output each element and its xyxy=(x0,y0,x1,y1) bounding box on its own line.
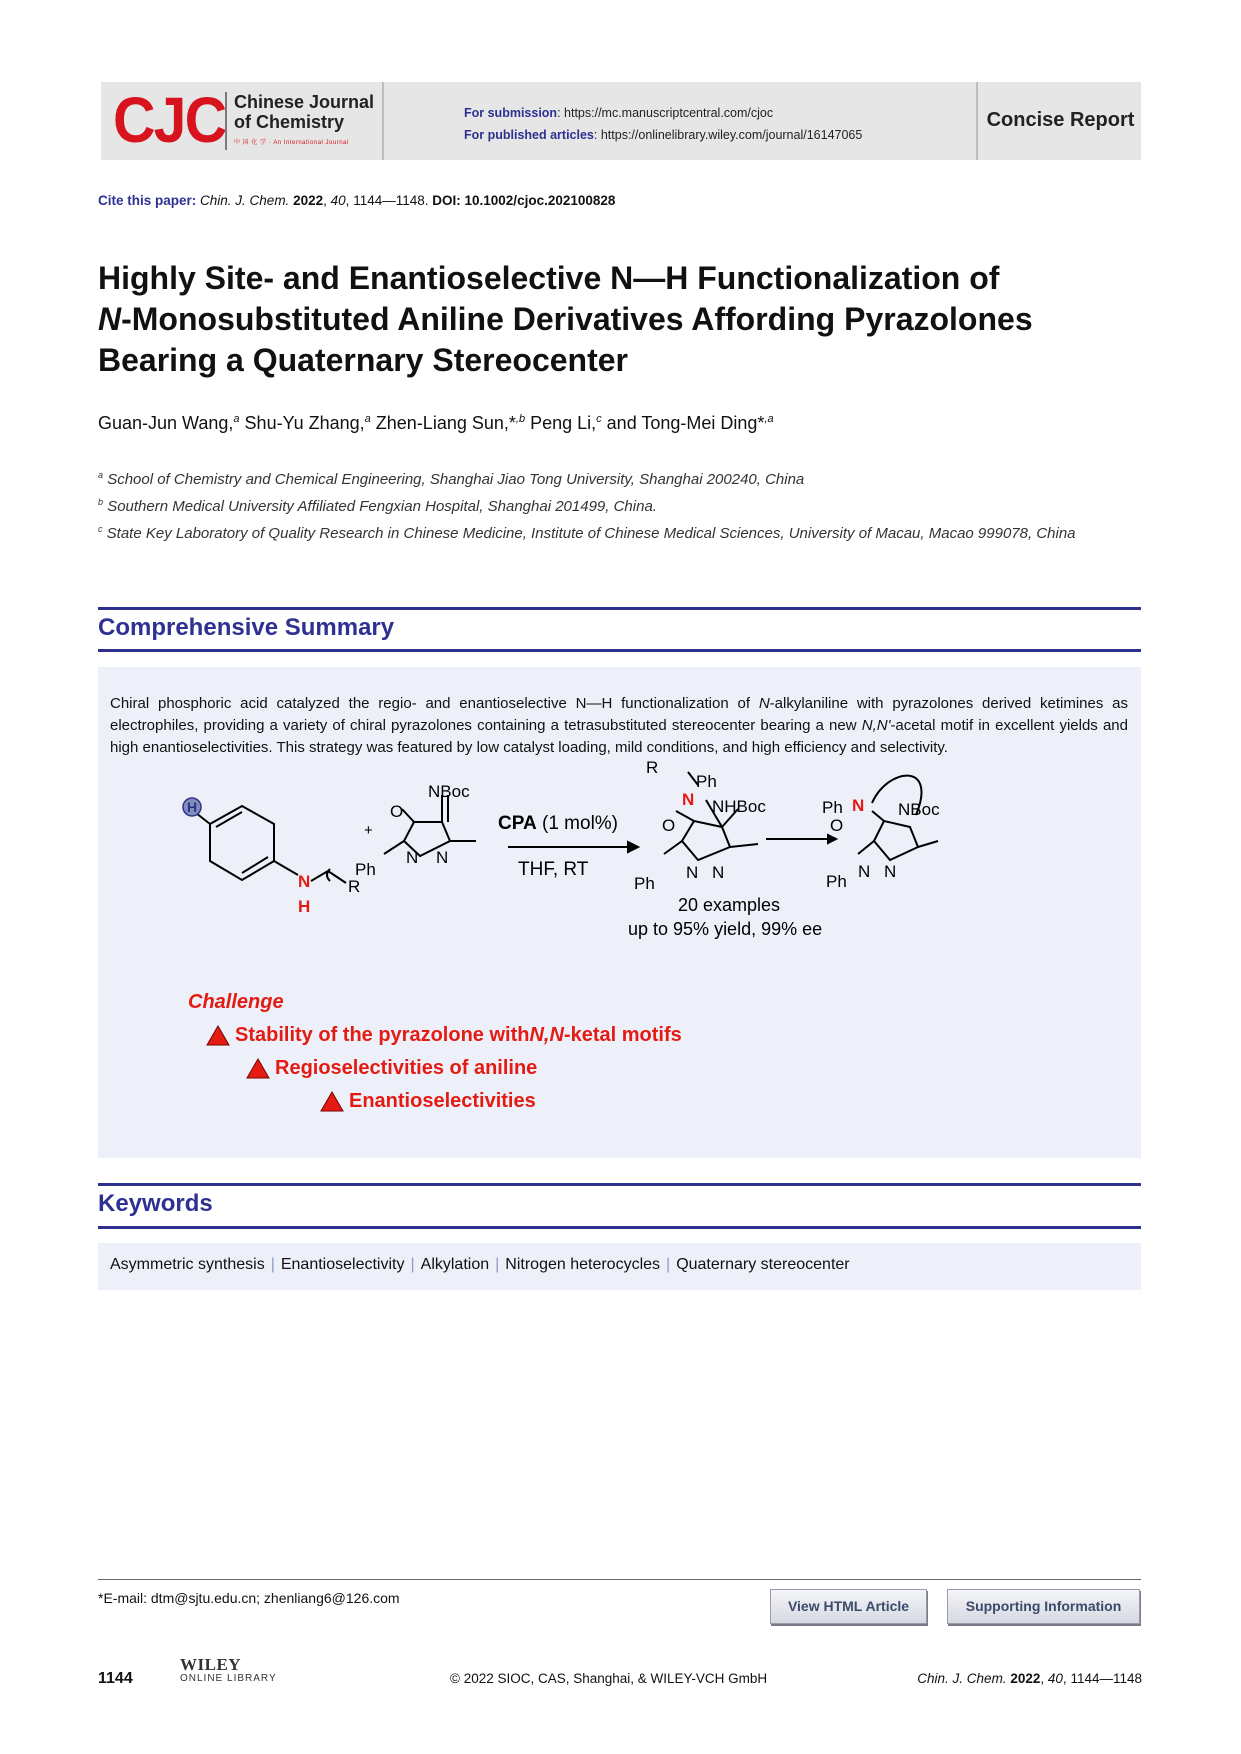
keyword[interactable]: Quaternary stereocenter xyxy=(676,1256,850,1273)
wiley-subtitle: ONLINE LIBRARY xyxy=(180,1673,277,1684)
footer-citation: Chin. J. Chem. 2022, 40, 1144—1148 xyxy=(917,1671,1142,1686)
svg-text:20 examples: 20 examples xyxy=(678,895,781,915)
brand-divider xyxy=(225,92,227,150)
warning-triangle-icon xyxy=(246,1058,270,1079)
svg-text:R: R xyxy=(646,758,659,777)
challenge-item-stability: Stability of the pyrazolone with N,N -ketal motifs xyxy=(206,1024,682,1047)
journal-brand xyxy=(101,82,384,160)
summary-heading: Comprehensive Summary xyxy=(98,614,395,641)
summary-rule-top xyxy=(98,607,1141,610)
challenge-item-enantioselectivity: Enantioselectivities xyxy=(320,1090,536,1113)
svg-text:(1 mol%): (1 mol%) xyxy=(542,813,619,834)
svg-text:CPA: CPA xyxy=(498,813,537,834)
journal-links: For submission: https://mc.manuscriptcentral.com/cjoc For published articles: https://onlinelibrary.wiley.com/journal/16147065 xyxy=(464,106,863,142)
svg-text:NHBoc: NHBoc xyxy=(712,797,766,816)
journal-tagline: 中 国 化 学 · An International Journal xyxy=(234,140,349,146)
article-type: Concise Report xyxy=(986,109,1135,131)
svg-text:N: N xyxy=(852,796,865,815)
keyword[interactable]: Asymmetric synthesis xyxy=(110,1256,265,1273)
svg-text:Ph: Ph xyxy=(634,874,655,893)
svg-text:Ph: Ph xyxy=(355,860,376,879)
summary-text: Chiral phosphoric acid catalyzed the regio- and enantioselective N—H functionalization of N-alkylaniline with pyrazolones derived ketimines as electrophiles, providing a variety of chiral pyrazolones containing a tetrasubstituted stereocenter bearing a new N,N'-acetal motif in excellent yields and high enantioselectivities. This strategy was featured by low catalyst loading, mild conditions, and high efficiency and selectivity. xyxy=(110,695,1129,756)
benzene-ring xyxy=(210,806,274,880)
affiliations xyxy=(98,464,1148,545)
keywords-rule-bottom xyxy=(98,1226,1141,1229)
svg-text:N: N xyxy=(298,872,311,891)
journal-name: Chinese Journal of Chemistry xyxy=(234,92,375,132)
challenge-title: Challenge xyxy=(188,991,284,1013)
keywords-heading: Keywords xyxy=(98,1190,213,1217)
svg-text:Ph: Ph xyxy=(822,798,843,817)
keyword-separator: | xyxy=(666,1256,671,1273)
svg-text:H: H xyxy=(298,897,311,916)
warning-triangle-icon xyxy=(206,1025,230,1046)
supporting-information-button[interactable]: Supporting Information xyxy=(947,1589,1140,1624)
author-list: Guan-Jun Wang,$^a$ Shu-Yu Zhang,$^a$ Zhen-Liang Sun,*$^{,b}$ Peng Li,$^c$ and Tong-Mei Ding*$^{,a}$ xyxy=(98,413,774,433)
view-html-article-button[interactable]: View HTML Article xyxy=(770,1589,927,1624)
wiley-name: WILEY xyxy=(180,1655,242,1674)
svg-text:N: N xyxy=(406,848,419,867)
svg-text:Ph: Ph xyxy=(696,772,717,791)
page-number: 1144 xyxy=(98,1670,133,1687)
cjc-logo: CJC xyxy=(113,84,226,156)
affiliation-b: $^b$ Southern Medical University Affiliated Fengxian Hospital, Shanghai 201499, China. xyxy=(98,497,657,515)
article-title: Highly Site- and Enantioselective N—H Functionalization of N-Monosubstituted Aniline Derivatives Affording Pyrazolones Bearing a Quaternary Stereocenter xyxy=(98,260,1033,378)
spiro-product-ring xyxy=(874,821,918,860)
summary-panel xyxy=(98,667,1141,1158)
summary-rule-bottom xyxy=(98,649,1141,652)
doi-link[interactable]: DOI: 10.1002/cjoc.202100828 xyxy=(432,193,616,208)
keyword-separator: | xyxy=(495,1256,500,1273)
keyword-separator: | xyxy=(270,1256,275,1273)
citation-line: Cite this paper: Chin. J. Chem. 2022, 40, 1144—1148. DOI: 10.1002/cjoc.202100828 xyxy=(98,193,616,208)
warning-triangle-icon xyxy=(320,1091,344,1112)
svg-text:NBoc: NBoc xyxy=(898,800,940,819)
svg-text:+: + xyxy=(364,822,373,839)
svg-text:Ph: Ph xyxy=(826,872,847,891)
keyword[interactable]: Nitrogen heterocycles xyxy=(505,1256,661,1273)
keyword[interactable]: Enantioselectivity xyxy=(280,1256,405,1273)
keyword[interactable]: Alkylation xyxy=(420,1256,490,1273)
svg-text:N: N xyxy=(884,862,897,881)
svg-text:N: N xyxy=(682,790,695,809)
copyright: © 2022 SIOC, CAS, Shanghai, & WILEY-VCH GmbH xyxy=(450,1671,768,1686)
keyword-list xyxy=(110,1256,850,1274)
svg-text:N: N xyxy=(686,863,699,882)
svg-text:THF, RT: THF, RT xyxy=(518,859,589,880)
keyword-separator: | xyxy=(410,1256,415,1273)
journal-banner xyxy=(101,82,1141,160)
svg-text:O: O xyxy=(662,816,676,835)
published-articles-link[interactable]: https://onlinelibrary.wiley.com/journal/16147065 xyxy=(600,128,863,142)
svg-text:H: H xyxy=(186,799,198,815)
reaction-scheme xyxy=(98,758,1141,1097)
svg-text:N: N xyxy=(712,863,725,882)
svg-text:NBoc: NBoc xyxy=(428,782,470,801)
corresponding-email[interactable]: *E-mail: dtm@sjtu.edu.cn; zhenliang6@126.com xyxy=(98,1590,400,1606)
keywords-panel xyxy=(98,1243,1141,1290)
wiley-logo[interactable] xyxy=(180,1655,277,1684)
svg-text:N: N xyxy=(436,848,449,867)
svg-text:R: R xyxy=(348,877,361,896)
footer-rule xyxy=(98,1579,1141,1580)
svg-text:N: N xyxy=(858,862,871,881)
submission-link[interactable]: https://mc.manuscriptcentral.com/cjoc xyxy=(564,106,774,120)
affiliation-c: $^c$ State Key Laboratory of Quality Research in Chinese Medicine, Institute of Chinese Medical Sciences, University of Macau, Macao 999078, China xyxy=(98,524,1076,542)
svg-text:O: O xyxy=(830,816,844,835)
svg-text:up to 95% yield, 99% ee: up to 95% yield, 99% ee xyxy=(628,919,823,939)
svg-text:O: O xyxy=(390,802,404,821)
article-type-box xyxy=(976,82,1141,160)
keywords-rule-top xyxy=(98,1183,1141,1186)
challenge-item-regioselectivity: Regioselectivities of aniline xyxy=(246,1057,537,1080)
affiliation-a: $^a$ School of Chemistry and Chemical Engineering, Shanghai Jiao Tong University, Shanghai 200240, China xyxy=(98,470,805,488)
